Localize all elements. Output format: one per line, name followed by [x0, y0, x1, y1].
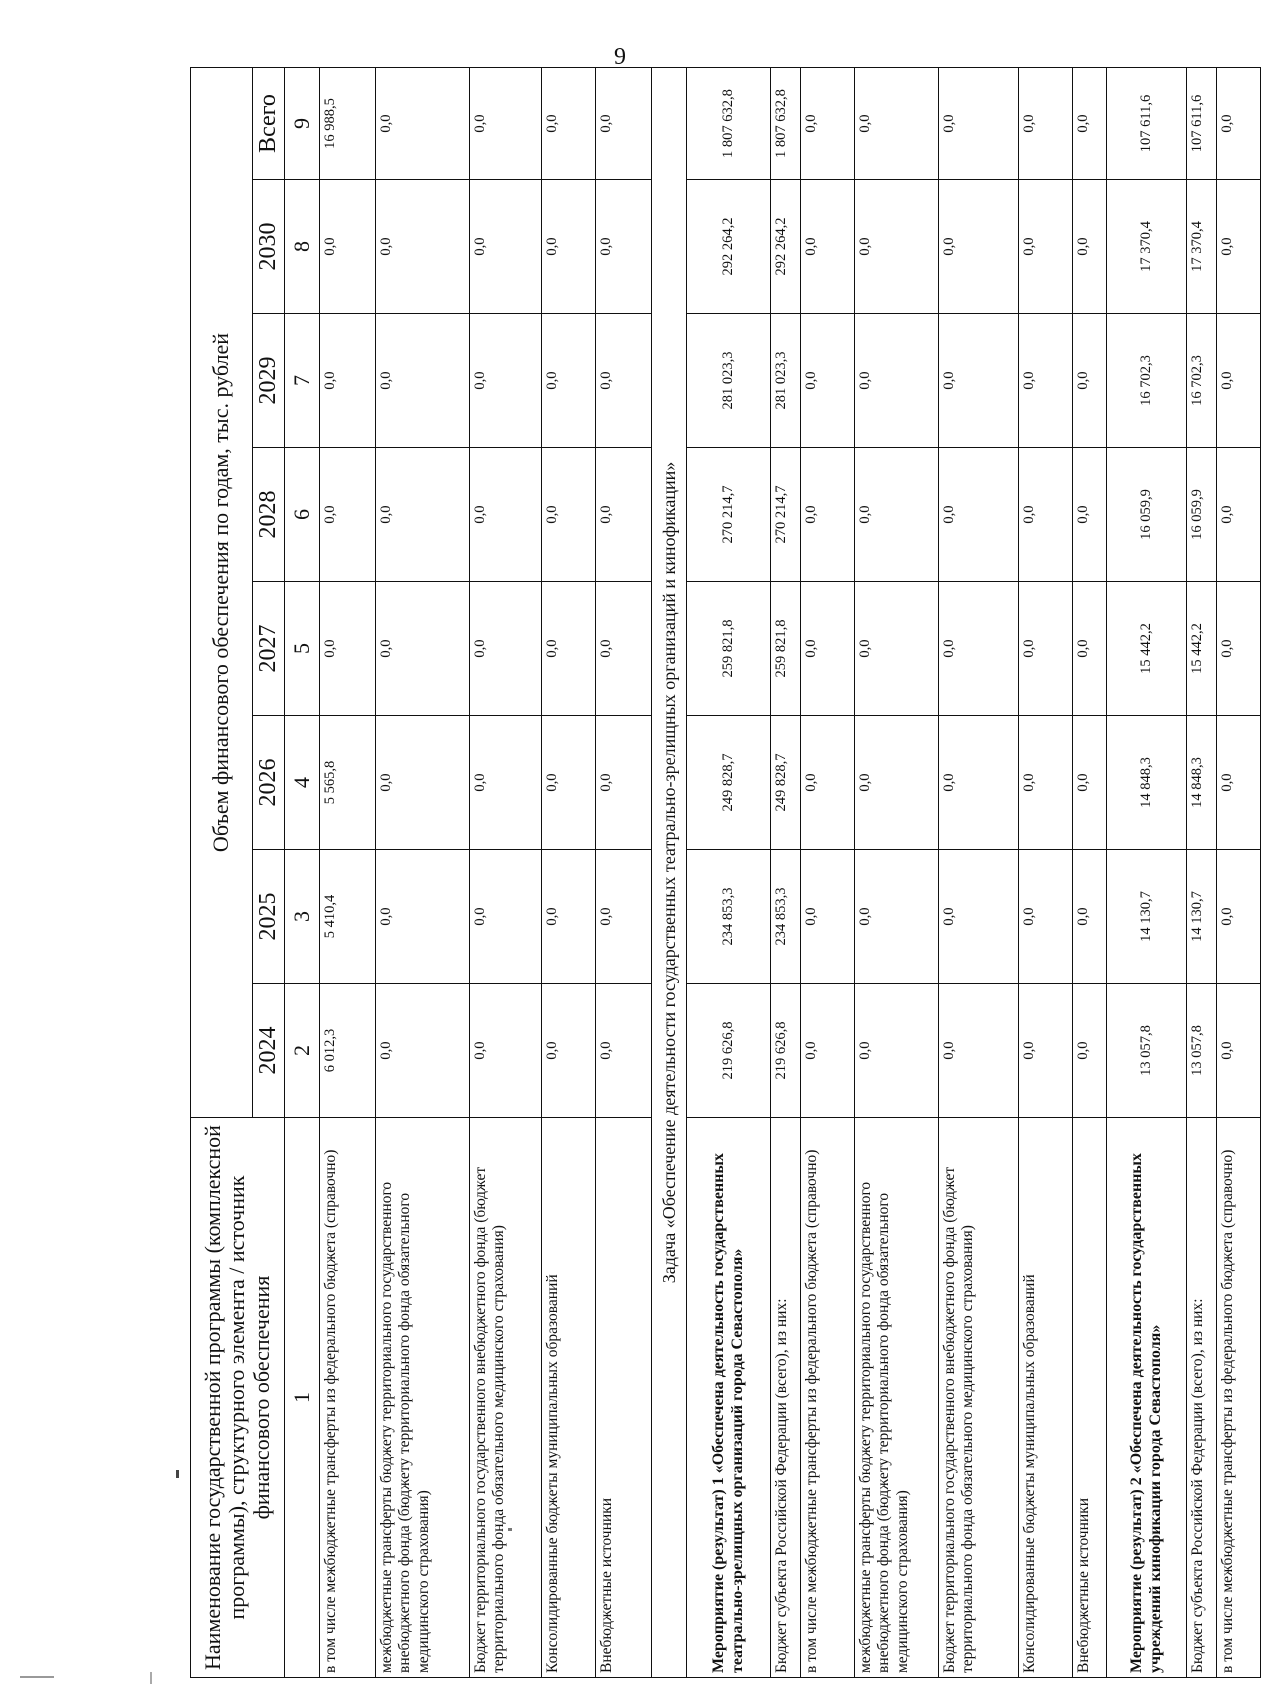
value-cell: 0,0: [470, 716, 542, 850]
row-label: в том числе межбюджетные трансферты из федерального бюджета (справочно): [1217, 1118, 1261, 1678]
row-label: Консолидированные бюджеты муниципальных образований: [542, 1118, 596, 1678]
value-cell: 0,0: [470, 850, 542, 984]
scan-mark: [150, 1672, 152, 1684]
value-cell: 0,0: [1217, 314, 1261, 448]
value-cell: 0,0: [1019, 448, 1073, 582]
value-cell: 0,0: [801, 716, 855, 850]
value-cell: 0,0: [596, 716, 652, 850]
year-header: 2025: [253, 850, 285, 984]
value-cell: 0,0: [801, 448, 855, 582]
year-header: 2026: [253, 716, 285, 850]
value-cell: 0,0: [1019, 582, 1073, 716]
value-cell: 0,0: [542, 582, 596, 716]
value-cell: 0,0: [1019, 68, 1073, 180]
value-cell: 0,0: [1217, 850, 1261, 984]
value-cell: 0,0: [1217, 984, 1261, 1118]
year-header: 2024: [253, 984, 285, 1118]
value-cell: 0,0: [1019, 716, 1073, 850]
value-cell: 0,0: [376, 68, 470, 180]
value-cell: 0,0: [1073, 180, 1107, 314]
table-row: [771, 68, 801, 1678]
value-cell: 249 828,7: [771, 716, 801, 850]
value-cell: 0,0: [1019, 314, 1073, 448]
value-cell: 0,0: [542, 448, 596, 582]
row-label: Мероприятие (результат) 1 «Обеспечена деятельность государственных театрально-зрелищных организаций города Севастополя»: [687, 1118, 771, 1678]
value-cell: 15 442,2: [1187, 582, 1217, 716]
row-label: Внебюджетные источники: [596, 1118, 652, 1678]
value-cell: 0,0: [376, 448, 470, 582]
value-cell: 0,0: [542, 68, 596, 180]
row-label: Консолидированные бюджеты муниципальных образований: [1019, 1118, 1073, 1678]
value-cell: 0,0: [470, 68, 542, 180]
table-row: [855, 68, 939, 1678]
table-row: [376, 68, 470, 1678]
year-header: 2027: [253, 582, 285, 716]
row-label: в том числе межбюджетные трансферты из федерального бюджета (справочно): [801, 1118, 855, 1678]
scan-mark: [20, 1676, 54, 1678]
value-cell: 219 626,8: [687, 984, 771, 1118]
value-cell: 0,0: [1019, 180, 1073, 314]
value-cell: 14 130,7: [1107, 850, 1187, 984]
value-cell: 0,0: [542, 984, 596, 1118]
value-cell: 5 410,4: [320, 850, 376, 984]
value-cell: 0,0: [855, 850, 939, 984]
name-column-header: Наименование государственной программы (комплексной программы), структурного элемента / источник финансового обеспечения: [191, 1118, 285, 1678]
column-number: 3: [285, 850, 320, 984]
value-cell: 0,0: [939, 68, 1019, 180]
value-cell: 0,0: [470, 984, 542, 1118]
value-cell: 0,0: [320, 582, 376, 716]
value-cell: 0,0: [596, 180, 652, 314]
value-cell: 0,0: [1073, 582, 1107, 716]
column-number: 2: [285, 984, 320, 1118]
table-row: [687, 68, 771, 1678]
value-cell: 259 821,8: [771, 582, 801, 716]
page-number: 9: [614, 44, 626, 70]
column-number-row: [285, 68, 320, 1678]
value-cell: 0,0: [470, 448, 542, 582]
value-cell: 14 848,3: [1107, 716, 1187, 850]
value-cell: 13 057,8: [1107, 984, 1187, 1118]
value-cell: 0,0: [376, 984, 470, 1118]
row-label: межбюджетные трансферты бюджету территориального государственного внебюджетного фонда (бюджету территориального фонда обязательного медицинского страхования): [376, 1118, 470, 1678]
scan-mark: [508, 1528, 512, 1531]
value-cell: 0,0: [939, 850, 1019, 984]
table-row: [542, 68, 596, 1678]
value-cell: 270 214,7: [771, 448, 801, 582]
year-header: Всего: [253, 68, 285, 180]
value-cell: 270 214,7: [687, 448, 771, 582]
rotated-table-wrapper: [190, 68, 1236, 1678]
table-row: [1073, 68, 1107, 1678]
value-cell: 17 370,4: [1107, 180, 1187, 314]
value-cell: 0,0: [320, 448, 376, 582]
value-cell: 16 702,3: [1107, 314, 1187, 448]
value-cell: 16 059,9: [1187, 448, 1217, 582]
value-cell: 0,0: [801, 180, 855, 314]
value-cell: 0,0: [470, 582, 542, 716]
value-cell: 0,0: [376, 716, 470, 850]
value-cell: 0,0: [1019, 984, 1073, 1118]
value-cell: 13 057,8: [1187, 984, 1217, 1118]
value-cell: 0,0: [855, 314, 939, 448]
value-cell: 219 626,8: [771, 984, 801, 1118]
table-row: [1217, 68, 1261, 1678]
value-cell: 0,0: [1073, 448, 1107, 582]
value-cell: 0,0: [376, 314, 470, 448]
row-label: Внебюджетные источники: [1073, 1118, 1107, 1678]
value-cell: 16 059,9: [1107, 448, 1187, 582]
task-title: Задача «Обеспечение деятельности государственных театрально-зрелищных организаций и кинофикации»: [652, 68, 687, 1678]
value-cell: 281 023,3: [771, 314, 801, 448]
column-number: 9: [285, 68, 320, 180]
value-cell: 14 130,7: [1187, 850, 1217, 984]
value-cell: 6 012,3: [320, 984, 376, 1118]
value-cell: 0,0: [320, 180, 376, 314]
column-number: 8: [285, 180, 320, 314]
table-row: [939, 68, 1019, 1678]
value-cell: 0,0: [855, 984, 939, 1118]
column-number: 5: [285, 582, 320, 716]
value-cell: 0,0: [596, 314, 652, 448]
column-number: 4: [285, 716, 320, 850]
row-label: межбюджетные трансферты бюджету территориального государственного внебюджетного фонда (бюджету территориального фонда обязательного медицинского страхования): [855, 1118, 939, 1678]
column-number: 1: [285, 1118, 320, 1678]
value-cell: 107 611,6: [1107, 68, 1187, 180]
value-cell: 0,0: [1217, 582, 1261, 716]
value-cell: 1 807 632,8: [771, 68, 801, 180]
value-cell: 0,0: [801, 314, 855, 448]
table-row: [470, 68, 542, 1678]
value-cell: 234 853,3: [687, 850, 771, 984]
value-cell: 17 370,4: [1187, 180, 1217, 314]
value-cell: 281 023,3: [687, 314, 771, 448]
value-cell: 0,0: [939, 448, 1019, 582]
value-cell: 0,0: [939, 984, 1019, 1118]
value-cell: 292 264,2: [687, 180, 771, 314]
row-label: Бюджет территориального государственного внебюджетного фонда (бюджет территориального фонда обязательного медицинского страхования): [939, 1118, 1019, 1678]
value-cell: 0,0: [596, 582, 652, 716]
task-row: [652, 68, 687, 1678]
value-cell: 0,0: [1019, 850, 1073, 984]
table-row: [1019, 68, 1073, 1678]
value-cell: 0,0: [939, 716, 1019, 850]
value-cell: 0,0: [596, 850, 652, 984]
value-cell: 5 565,8: [320, 716, 376, 850]
value-cell: 0,0: [376, 180, 470, 314]
column-number: 7: [285, 314, 320, 448]
row-label: Бюджет территориального государственного внебюджетного фонда (бюджет территориального фонда обязательного медицинского страхования): [470, 1118, 542, 1678]
value-cell: 0,0: [1073, 984, 1107, 1118]
row-label: Мероприятие (результат) 2 «Обеспечена деятельность государственных учреждений кинофикации города Севастополя»: [1107, 1118, 1187, 1678]
table-row: [1107, 68, 1187, 1678]
value-cell: 107 611,6: [1187, 68, 1217, 180]
value-cell: 16 702,3: [1187, 314, 1217, 448]
row-label: в том числе межбюджетные трансферты из федерального бюджета (справочно): [320, 1118, 376, 1678]
value-cell: 0,0: [801, 984, 855, 1118]
value-cell: 0,0: [855, 716, 939, 850]
value-cell: 0,0: [939, 314, 1019, 448]
value-cell: 0,0: [939, 582, 1019, 716]
value-cell: 0,0: [1073, 314, 1107, 448]
value-cell: 0,0: [1217, 448, 1261, 582]
year-header: 2029: [253, 314, 285, 448]
value-cell: 0,0: [542, 314, 596, 448]
table-row: [596, 68, 652, 1678]
value-cell: 0,0: [1073, 716, 1107, 850]
value-cell: 0,0: [855, 582, 939, 716]
table-row: [801, 68, 855, 1678]
value-cell: 1 807 632,8: [687, 68, 771, 180]
value-cell: 0,0: [542, 850, 596, 984]
value-cell: 0,0: [542, 180, 596, 314]
value-cell: 0,0: [1073, 68, 1107, 180]
value-cell: 0,0: [1217, 68, 1261, 180]
value-cell: 0,0: [1217, 716, 1261, 850]
row-label: Бюджет субъекта Российской Федерации (всего), из них:: [1187, 1118, 1217, 1678]
table-row: [1187, 68, 1217, 1678]
value-cell: 16 988,5: [320, 68, 376, 180]
value-cell: 0,0: [801, 68, 855, 180]
value-cell: 15 442,2: [1107, 582, 1187, 716]
value-cell: 292 264,2: [771, 180, 801, 314]
value-cell: 0,0: [939, 180, 1019, 314]
financing-table: [190, 67, 1261, 1678]
row-label: Бюджет субъекта Российской Федерации (всего), из них:: [771, 1118, 801, 1678]
value-cell: 0,0: [1217, 180, 1261, 314]
value-cell: 0,0: [855, 180, 939, 314]
value-cell: 0,0: [320, 314, 376, 448]
value-cell: 234 853,3: [771, 850, 801, 984]
value-cell: 0,0: [801, 850, 855, 984]
value-cell: 0,0: [596, 984, 652, 1118]
value-cell: 0,0: [596, 68, 652, 180]
year-header: 2030: [253, 180, 285, 314]
value-cell: 0,0: [801, 582, 855, 716]
value-cell: 0,0: [855, 68, 939, 180]
value-cell: 0,0: [596, 448, 652, 582]
column-number: 6: [285, 448, 320, 582]
value-cell: 0,0: [542, 716, 596, 850]
scan-mark: [176, 1470, 179, 1478]
table-row: [320, 68, 376, 1678]
value-cell: 0,0: [470, 314, 542, 448]
value-cell: 0,0: [855, 448, 939, 582]
value-cell: 0,0: [376, 582, 470, 716]
value-cell: 0,0: [376, 850, 470, 984]
value-cell: 0,0: [1073, 850, 1107, 984]
volume-caption: Объем финансового обеспечения по годам, тыс. рублей: [191, 68, 253, 1118]
year-header: 2028: [253, 448, 285, 582]
value-cell: 259 821,8: [687, 582, 771, 716]
value-cell: 249 828,7: [687, 716, 771, 850]
table-body: [320, 68, 1261, 1678]
value-cell: 0,0: [470, 180, 542, 314]
value-cell: 14 848,3: [1187, 716, 1217, 850]
